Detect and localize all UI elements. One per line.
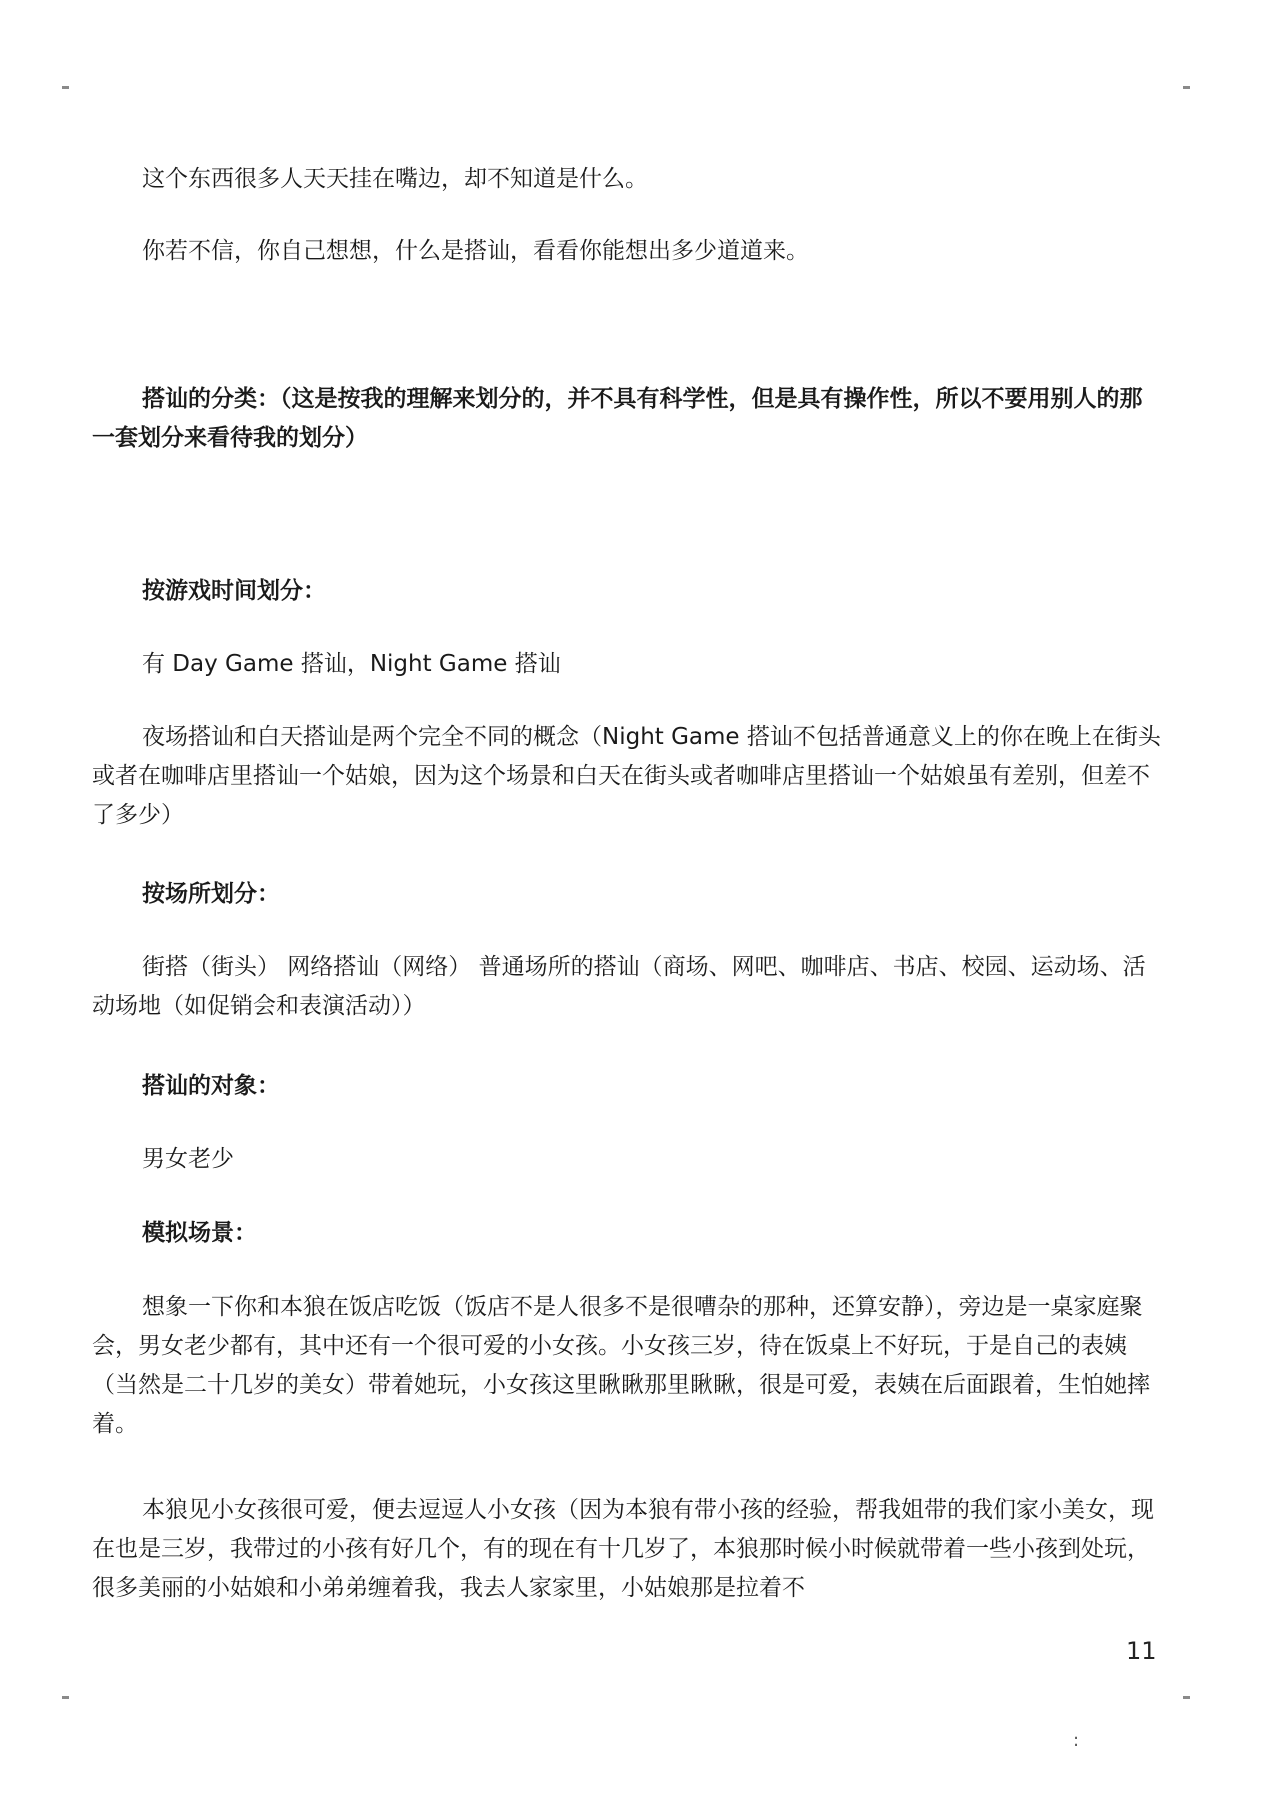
paragraph: 男女老少 [142, 1146, 234, 1172]
section-heading: 搭讪的分类：（这是按我的理解来划分的，并不具有科学性，但是具有操作性，所以不要用别人的那一套划分来看待我的划分） [92, 386, 1143, 451]
paragraph: 这个东西很多人天天挂在嘴边，却不知道是什么。 [142, 166, 648, 192]
paragraph: 本狼见小女孩很可爱，便去逗逗人小女孩（因为本狼有带小孩的经验，帮我姐带的我们家小美女，现在也是三岁，我带过的小孩有好几个，有的现在有十几岁了，本狼那时候小时候就带着一些小孩到处玩，很多美丽的小姑娘和小弟弟缠着我，我去人家家里，小姑娘那是拉着不 [92, 1497, 1154, 1601]
paragraph: 你若不信，你自己想想，什么是搭讪，看看你能想出多少道道来。 [142, 238, 809, 264]
section-heading: 按场所划分： [142, 881, 280, 907]
page-number: 11 [1126, 1637, 1157, 1665]
section-heading: 模拟场景： [142, 1220, 257, 1246]
crop-mark-bottom-right [1183, 1696, 1190, 1699]
paragraph: 夜场搭讪和白天搭讪是两个完全不同的概念（Night Game 搭讪不包括普通意义上的你在晚上在街头或者在咖啡店里搭讪一个姑娘，因为这个场景和白天在街头或者咖啡店里搭讪一个姑娘虽有差别，但差不了多少） [92, 724, 1161, 828]
bottom-mark: : [1073, 1730, 1080, 1751]
crop-mark-top-left [62, 86, 69, 89]
section-heading: 搭讪的对象： [142, 1073, 280, 1099]
paragraph: 想象一下你和本狼在饭店吃饭（饭店不是人很多不是很嘈杂的那种，还算安静），旁边是一桌家庭聚会，男女老少都有，其中还有一个很可爱的小女孩。小女孩三岁，待在饭桌上不好玩，于是自己的表姨（当然是二十几岁的美女）带着她玩，小女孩这里瞅瞅那里瞅瞅，很是可爱，表姨在后面跟着，生怕她摔着。 [92, 1294, 1150, 1437]
paragraph: 有 Day Game 搭讪，Night Game 搭讪 [142, 651, 561, 677]
paragraph: 街搭（街头） 网络搭讪（网络） 普通场所的搭讪（商场、网吧、咖啡店、书店、校园、运动场、活动场地（如促销会和表演活动）） [92, 954, 1146, 1019]
section-heading: 按游戏时间划分： [142, 578, 326, 604]
crop-mark-bottom-left [62, 1696, 69, 1699]
crop-mark-top-right [1183, 86, 1190, 89]
